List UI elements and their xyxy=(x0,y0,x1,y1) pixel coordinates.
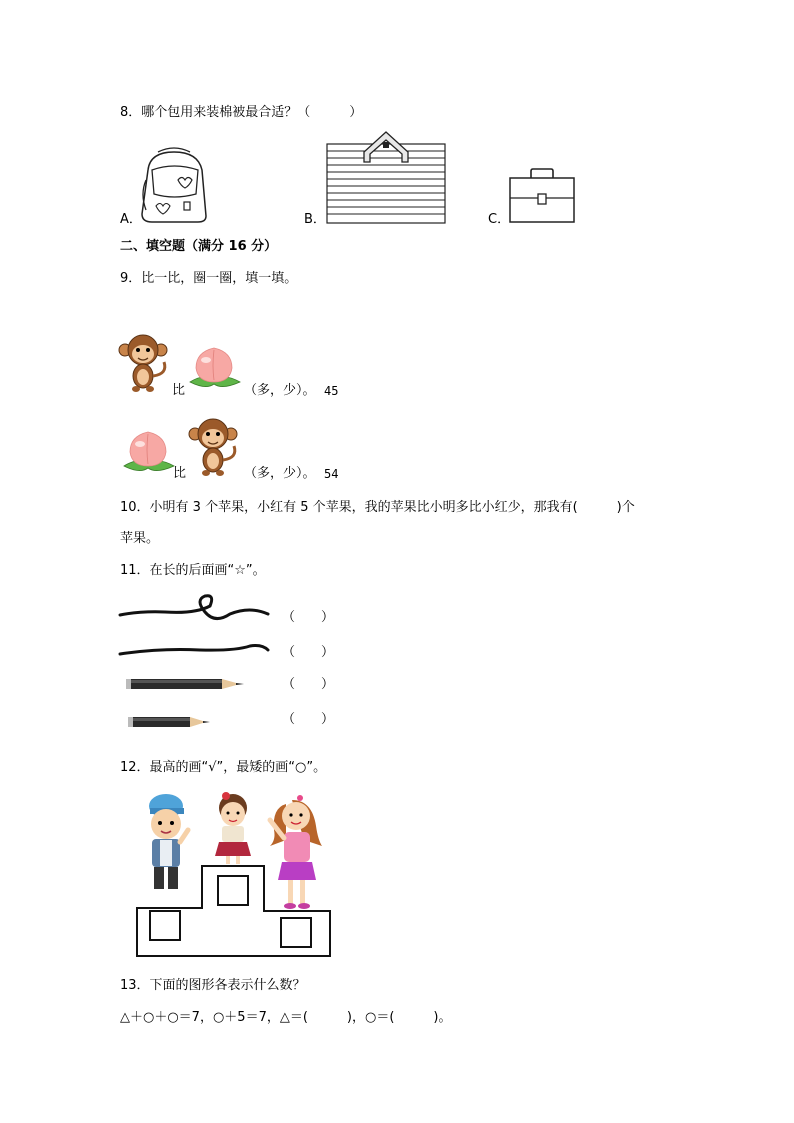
briefcase-icon xyxy=(509,168,575,224)
q12-question: 12．最高的画“√”，最矮的画“○”。 xyxy=(120,760,327,775)
backpack-icon xyxy=(138,150,210,224)
q13-question: 13．下面的图形各表示什么数？ xyxy=(120,978,306,993)
peach-icon xyxy=(186,346,242,390)
wavy-line-1 xyxy=(120,590,270,624)
wavy-line-2 xyxy=(120,640,270,660)
q11-blank-2[interactable]: （ ） xyxy=(282,645,335,660)
option-a-label: A． xyxy=(120,212,142,227)
option-b-label: B． xyxy=(304,212,326,227)
q11-blank-1[interactable]: （ ） xyxy=(282,610,335,625)
storage-bag-icon xyxy=(326,130,446,224)
answer-box-right xyxy=(281,918,311,947)
q10-line1: 10．小明有 3 个苹果，小红有 5 个苹果，我的苹果比小明多比小红少，那我有( )个 xyxy=(120,500,635,515)
q9-row1-note: 45 xyxy=(324,384,339,398)
q11-blank-3[interactable]: （ ） xyxy=(282,677,335,692)
q9-row2-choice: （多，少）。 xyxy=(244,466,316,481)
q10-line2: 苹果。 xyxy=(120,531,160,546)
q8-question: 8．哪个包用来装棉被最合适？（ ） xyxy=(120,105,363,120)
monkey-icon xyxy=(188,418,242,476)
answer-box-left xyxy=(150,911,180,940)
q9-row1-connector: 比 xyxy=(172,383,186,398)
q13-equation: △＋○＋○＝7，○＋5＝7，△＝( )，○＝( )。 xyxy=(120,1010,452,1025)
q9-row2-note: 54 xyxy=(324,467,339,481)
option-c-label: C． xyxy=(488,212,511,227)
q9-row2-connector: 比 xyxy=(173,466,187,481)
monkey-icon xyxy=(118,334,172,392)
q11-blank-4[interactable]: （ ） xyxy=(282,712,335,727)
pencil-icon xyxy=(128,715,212,729)
q9-row1-choice: （多，少）。 xyxy=(244,383,316,398)
podium-figure xyxy=(136,790,336,958)
peach-icon xyxy=(120,430,176,474)
q11-question: 11．在长的后面画“☆”。 xyxy=(120,563,266,578)
section-heading: 二、填空题（满分 16 分） xyxy=(120,239,278,254)
q9-question: 9．比一比，圈一圈，填一填。 xyxy=(120,271,298,286)
answer-box-center xyxy=(218,876,248,905)
pencil-icon xyxy=(126,677,246,691)
